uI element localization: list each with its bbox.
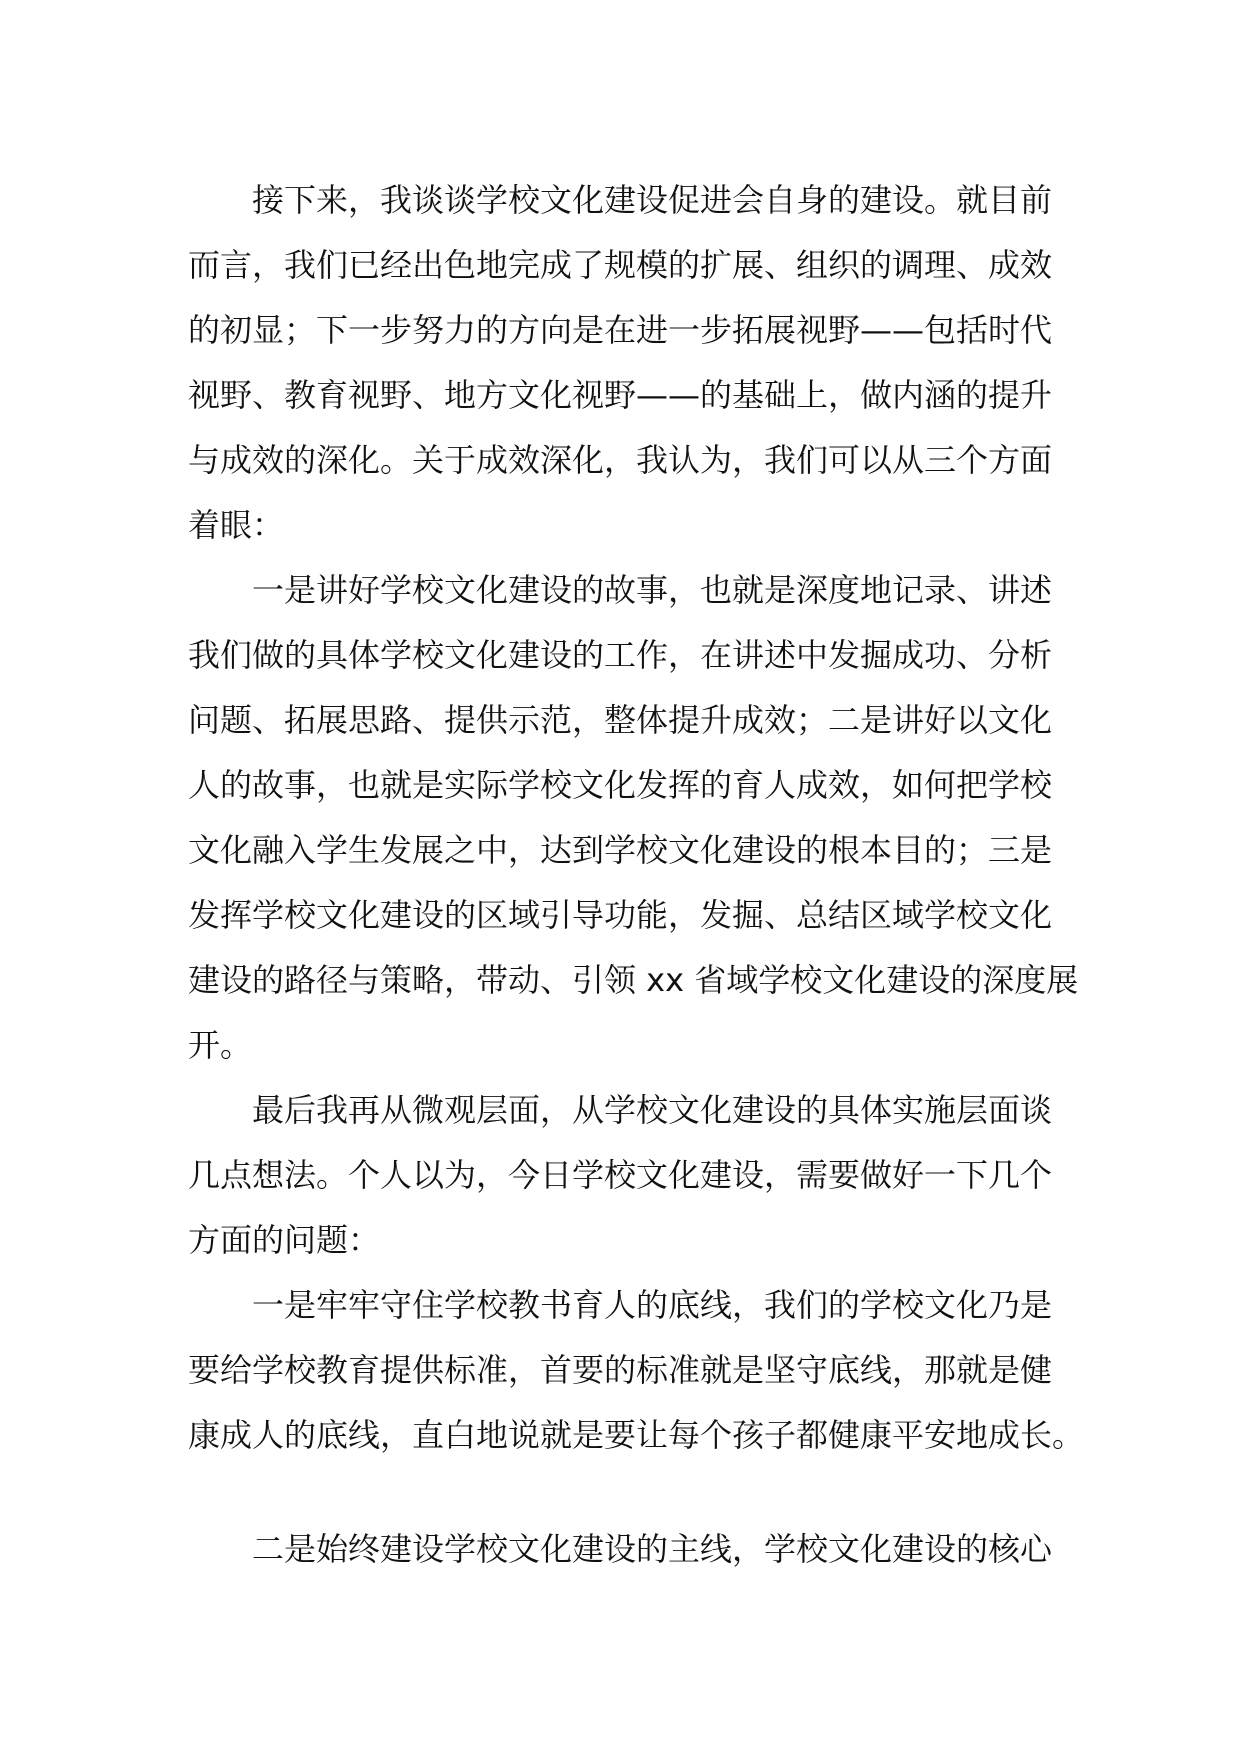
paragraph-line: 着眼： <box>188 506 285 544</box>
paragraph-line: 最后我再从微观层面，从学校文化建设的具体实施层面谈 <box>252 1091 1053 1129</box>
paragraph-line: 视野、教育视野、地方文化视野——的基础上，做内涵的提升 <box>188 376 1053 414</box>
paragraph-line: 方面的问题： <box>188 1221 381 1259</box>
paragraph-line: 问题、拓展思路、提供示范，整体提升成效；二是讲好以文化 <box>188 701 1053 739</box>
paragraph-line: 要给学校教育提供标准，首要的标准就是坚守底线，那就是健 <box>188 1351 1053 1389</box>
paragraph-line: 一是牢牢守住学校教书育人的底线，我们的学校文化乃是 <box>252 1286 1053 1324</box>
paragraph-line: 建设的路径与策略，带动、引领 xx 省域学校文化建设的深度展 <box>188 961 1079 999</box>
paragraph-line: 我们做的具体学校文化建设的工作，在讲述中发掘成功、分析 <box>188 636 1053 674</box>
paragraph-line: 二是始终建设学校文化建设的主线，学校文化建设的核心 <box>252 1530 1053 1568</box>
paragraph-line: 康成人的底线，直白地说就是要让每个孩子都健康平安地成长。 <box>188 1416 1085 1454</box>
paragraph-line: 几点想法。个人以为，今日学校文化建设，需要做好一下几个 <box>188 1156 1053 1194</box>
paragraph-3 <box>188 1078 1052 1273</box>
paragraph-line: 而言，我们已经出色地完成了规模的扩展、组织的调理、成效 <box>188 246 1053 284</box>
paragraph-4 <box>188 1273 1085 1468</box>
paragraph-line: 开。 <box>188 1026 253 1064</box>
paragraph-line: 人的故事，也就是实际学校文化发挥的育人成效，如何把学校 <box>188 766 1053 804</box>
paragraph-5 <box>188 1517 1052 1582</box>
paragraph-line: 接下来，我谈谈学校文化建设促进会自身的建设。就目前 <box>252 181 1053 219</box>
document-body <box>188 168 1085 1468</box>
paragraph-line: 文化融入学生发展之中，达到学校文化建设的根本目的；三是 <box>188 831 1053 869</box>
document-body-continued <box>188 1517 1052 1582</box>
paragraph-line: 的初显；下一步努力的方向是在进一步拓展视野——包括时代 <box>188 311 1053 349</box>
paragraph-line: 一是讲好学校文化建设的故事，也就是深度地记录、讲述 <box>252 571 1053 609</box>
paragraph-2 <box>188 558 1079 1078</box>
paragraph-line: 与成效的深化。关于成效深化，我认为，我们可以从三个方面 <box>188 441 1053 479</box>
paragraph-1 <box>188 168 1052 558</box>
paragraph-line: 发挥学校文化建设的区域引导功能，发掘、总结区域学校文化 <box>188 896 1053 934</box>
